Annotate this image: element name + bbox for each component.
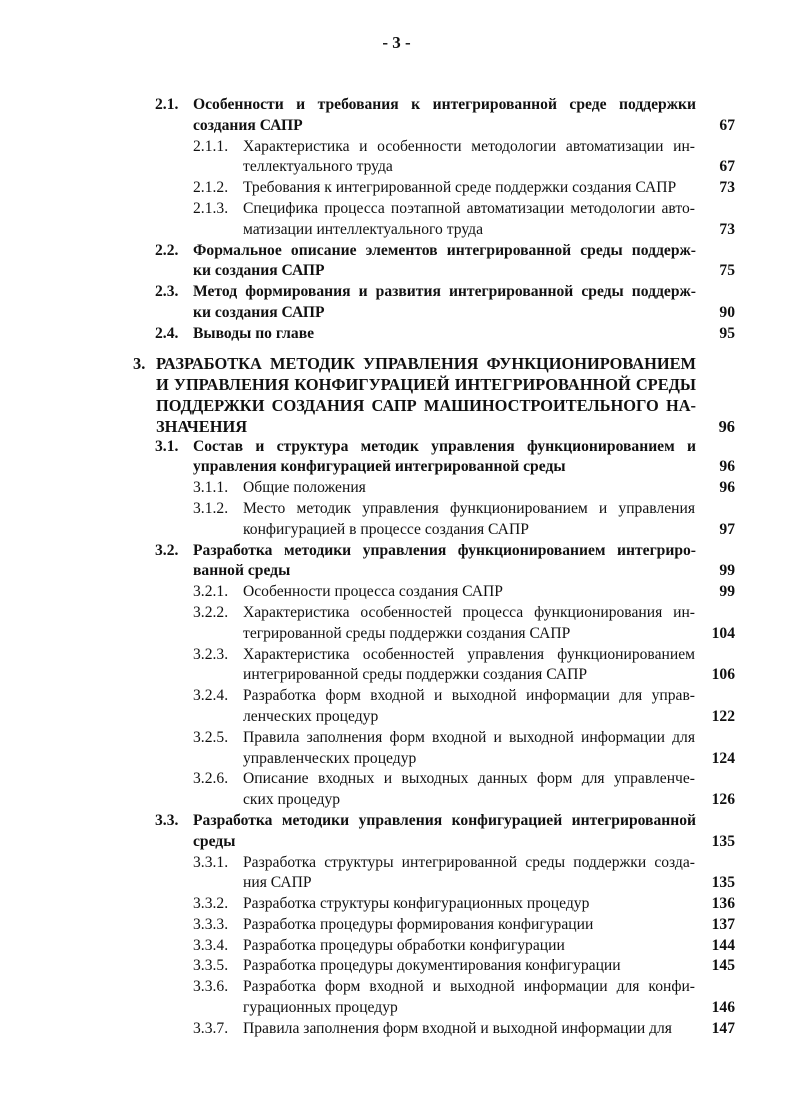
toc-entry-title [243,853,695,895]
toc-entry-title [243,137,695,179]
toc-entry-title-line: Общие положения [243,479,366,497]
toc-entry-title-line: Особенности процесса создания САПР [243,583,503,601]
toc-entry-number: 3.3.6. [193,978,229,996]
toc-entry[interactable] [0,645,793,687]
toc-entry[interactable] [0,894,793,915]
toc-entry-title-line: Разработка процедуры обработки конфигурации [243,936,565,954]
toc-entry-title [243,199,695,241]
toc-entry-number: 3.1. [155,437,179,455]
toc-entry-title [243,478,695,499]
toc-entry[interactable] [0,499,793,541]
toc-entry-number: 3.2.3. [193,645,229,663]
toc-entry-title [243,769,695,811]
toc-entry[interactable] [0,95,793,137]
toc-entry-number: 3.3.1. [193,853,229,871]
toc-entry-title [243,178,695,199]
toc-entry-page: 95 [719,324,735,342]
table-of-contents [0,95,793,1040]
toc-entry-title-line: РАЗРАБОТКА МЕТОДИК УПРАВЛЕНИЯ ФУНКЦИОНИРОВАНИЕМ [156,353,696,373]
toc-entry[interactable] [0,603,793,645]
toc-entry-page: 135 [711,832,735,850]
page-number: - 3 - [382,33,411,52]
toc-entry-title-line: Разработка процедуры формирования конфигурации [243,915,594,933]
toc-entry-page: 124 [711,749,735,767]
toc-entry[interactable] [0,1019,793,1040]
toc-entry-page: 73 [719,220,735,238]
toc-entry-title-line: Разработка форм входной и выходной информации для управ- [243,687,695,705]
toc-entry[interactable] [0,915,793,936]
toc-entry-title-line: Правила заполнения форм входной и выходной информации для [243,1019,672,1037]
toc-entry-title-line: Разработка методики управления функционированием интегриро- [193,541,696,559]
toc-entry-number: 2.1. [155,96,179,113]
toc-entry-title-line: Разработка методики управления конфигурацией интегрированной [193,811,696,829]
toc-entry-number: 3.2.4. [193,687,229,705]
toc-entry[interactable] [0,582,793,603]
toc-entry-title [193,95,696,137]
toc-entry-title-line: ленческих процедур [243,707,379,725]
toc-entry-title [243,977,695,1019]
toc-entry-number: 2.1.2. [193,179,229,197]
toc-entry-title-line: ки создания САПР [193,262,325,280]
toc-entry[interactable] [0,178,793,199]
toc-entry-number: 3.3.4. [193,936,229,954]
toc-entry-title-line: Разработка структуры интегрированной среды поддержки созда- [243,853,695,871]
toc-entry[interactable] [0,769,793,811]
toc-entry-title-line: Выводы по главе [193,324,315,342]
toc-entry[interactable] [0,686,793,728]
toc-entry-page: 67 [719,116,735,134]
toc-entry-title-line: ПОДДЕРЖКИ СОЗДАНИЯ САПР МАШИНОСТРОИТЕЛЬНОГО НА- [156,395,696,415]
toc-entry-page: 67 [719,158,735,176]
toc-entry-title [193,241,696,283]
toc-entry-title-line: ки создания САПР [193,303,325,321]
toc-entry[interactable] [0,282,793,324]
toc-entry-title-line: Метод формирования и развития интегрированной среды поддерж- [193,283,696,301]
toc-entry-number: 3.3.2. [193,895,229,913]
toc-entry[interactable] [0,137,793,179]
toc-entry-title-line: ских процедур [243,791,341,809]
toc-entry-title-line: управленческих процедур [243,749,417,767]
toc-entry-page: 122 [711,707,735,725]
toc-entry-title-line: управления конфигурацией интегрированной среды [193,458,566,476]
toc-entry[interactable] [0,241,793,283]
toc-entry-title-line: Разработка процедуры документирования конфигурации [243,957,621,975]
toc-entry-page: 97 [719,520,735,538]
toc-entry-title-line: Место методик управления функционированием и управления [243,499,695,517]
toc-entry-page: 96 [719,458,735,476]
toc-entry-number: 3.2.2. [193,603,229,621]
toc-entry-page: 106 [711,666,735,684]
toc-entry-page: 147 [711,1019,735,1037]
toc-entry-title [156,353,696,437]
toc-entry-number: 3.2.1. [193,583,229,601]
toc-entry-title-line: среды [193,832,236,850]
toc-entry-title [243,915,695,936]
toc-entry-number: 3.1.1. [193,479,229,497]
toc-entry-title-line: гурационных процедур [243,999,398,1017]
toc-entry[interactable] [0,324,793,345]
toc-entry-page: 104 [711,624,735,642]
toc-entry-title [243,936,695,957]
toc-entry-number: 2.1.3. [193,199,229,217]
toc-entry-page: 96 [719,479,735,497]
toc-entry[interactable] [0,853,793,895]
toc-entry-title-line: тегрированной среды поддержки создания САПР [243,624,571,642]
toc-entry-page: 137 [711,915,735,933]
toc-entry-page: 96 [718,416,735,436]
toc-entry[interactable] [0,956,793,977]
toc-entry-page: 126 [711,791,735,809]
toc-entry-page: 144 [711,936,735,954]
toc-entry[interactable] [0,728,793,770]
toc-entry-number: 3.2. [155,541,179,559]
toc-entry-title-line: Специфика процесса поэтапной автоматизации методологии авто- [243,199,695,217]
toc-entry-title-line: интегрированной среды поддержки создания САПР [243,666,588,684]
toc-entry-title-line: Требования к интегрированной среде поддержки создания САПР [243,179,677,197]
toc-entry-title-line: Характеристика особенностей управления функционированием [243,645,695,663]
toc-entry-number: 2.3. [155,283,179,301]
toc-entry[interactable] [0,811,793,853]
toc-entry-number: 3.3.5. [193,957,229,975]
toc-entry-title [193,282,696,324]
toc-entry-title-line: Особенности и требования к интегрированной среде поддержки [193,96,696,113]
toc-entry-title [243,894,695,915]
toc-entry-page: 135 [711,874,735,892]
toc-entry-title [243,956,695,977]
toc-entry-title-line: конфигурацией в процессе создания САПР [243,520,529,538]
toc-entry-title-line: Состав и структура методик управления функционированием и [193,437,696,455]
toc-entry-title [243,645,695,687]
toc-entry-title-line: Разработка структуры конфигурационных процедур [243,895,590,913]
toc-entry-number: 3.2.6. [193,770,229,788]
toc-entry[interactable] [0,199,793,241]
toc-entry-page: 99 [719,562,735,580]
toc-entry-page: 145 [711,957,735,975]
toc-entry[interactable] [0,977,793,1019]
toc-entry[interactable] [0,541,793,583]
toc-entry-title [243,499,695,541]
toc-entry-title-line: создания САПР [193,116,303,134]
toc-entry-title-line: Правила заполнения форм входной и выходной информации для [243,728,695,746]
toc-entry-title-line: теллектуального труда [243,158,393,176]
toc-entry-title-line: матизации интеллектуального труда [243,220,483,238]
toc-entry-title [243,603,695,645]
toc-entry-title-line: Характеристика и особенности методологии автоматизации ин- [243,137,695,155]
toc-entry[interactable] [0,353,793,437]
toc-entry[interactable] [0,478,793,499]
toc-entry-page: 73 [719,179,735,197]
toc-entry-number: 3.2.5. [193,728,229,746]
toc-entry-number: 2.4. [155,324,179,342]
toc-entry-number: 3.3.3. [193,915,229,933]
toc-entry-page: 136 [711,895,735,913]
toc-entry-title-line: ванной среды [193,562,291,580]
toc-entry-title [243,686,695,728]
toc-entry-title-line: ния САПР [243,874,312,892]
toc-entry-title [243,728,695,770]
toc-entry-title [243,1019,695,1040]
toc-entry-title [193,541,696,583]
toc-entry-title [193,437,696,479]
toc-entry-title [243,582,695,603]
toc-entry[interactable] [0,437,793,479]
toc-entry-number: 3.3.7. [193,1019,229,1037]
toc-entry-title-line: Характеристика особенностей процесса функционирования ин- [243,603,695,621]
toc-entry-page: 75 [719,262,735,280]
toc-entry-title [193,811,696,853]
toc-entry-page: 90 [719,303,735,321]
toc-entry-number: 3.3. [155,811,179,829]
toc-entry-number: 2.2. [155,241,179,259]
toc-entry-title-line: Формальное описание элементов интегрированной среды поддерж- [193,241,696,259]
toc-entry-number: 2.1.1. [193,137,229,155]
toc-entry-title-line: ЗНАЧЕНИЯ [156,416,248,436]
toc-entry-number: 3.1.2. [193,499,229,517]
toc-entry[interactable] [0,936,793,957]
toc-entry-number: 3. [133,353,146,373]
toc-entry-title-line: Описание входных и выходных данных форм для управленче- [243,770,695,788]
toc-entry-page: 146 [711,999,735,1017]
toc-entry-page: 99 [719,583,735,601]
toc-entry-title-line: И УПРАВЛЕНИЯ КОНФИГУРАЦИЕЙ ИНТЕГРИРОВАННОЙ СРЕДЫ [156,374,696,394]
toc-entry-title [193,324,696,345]
toc-entry-title-line: Разработка форм входной и выходной информации для конфи- [243,978,695,996]
